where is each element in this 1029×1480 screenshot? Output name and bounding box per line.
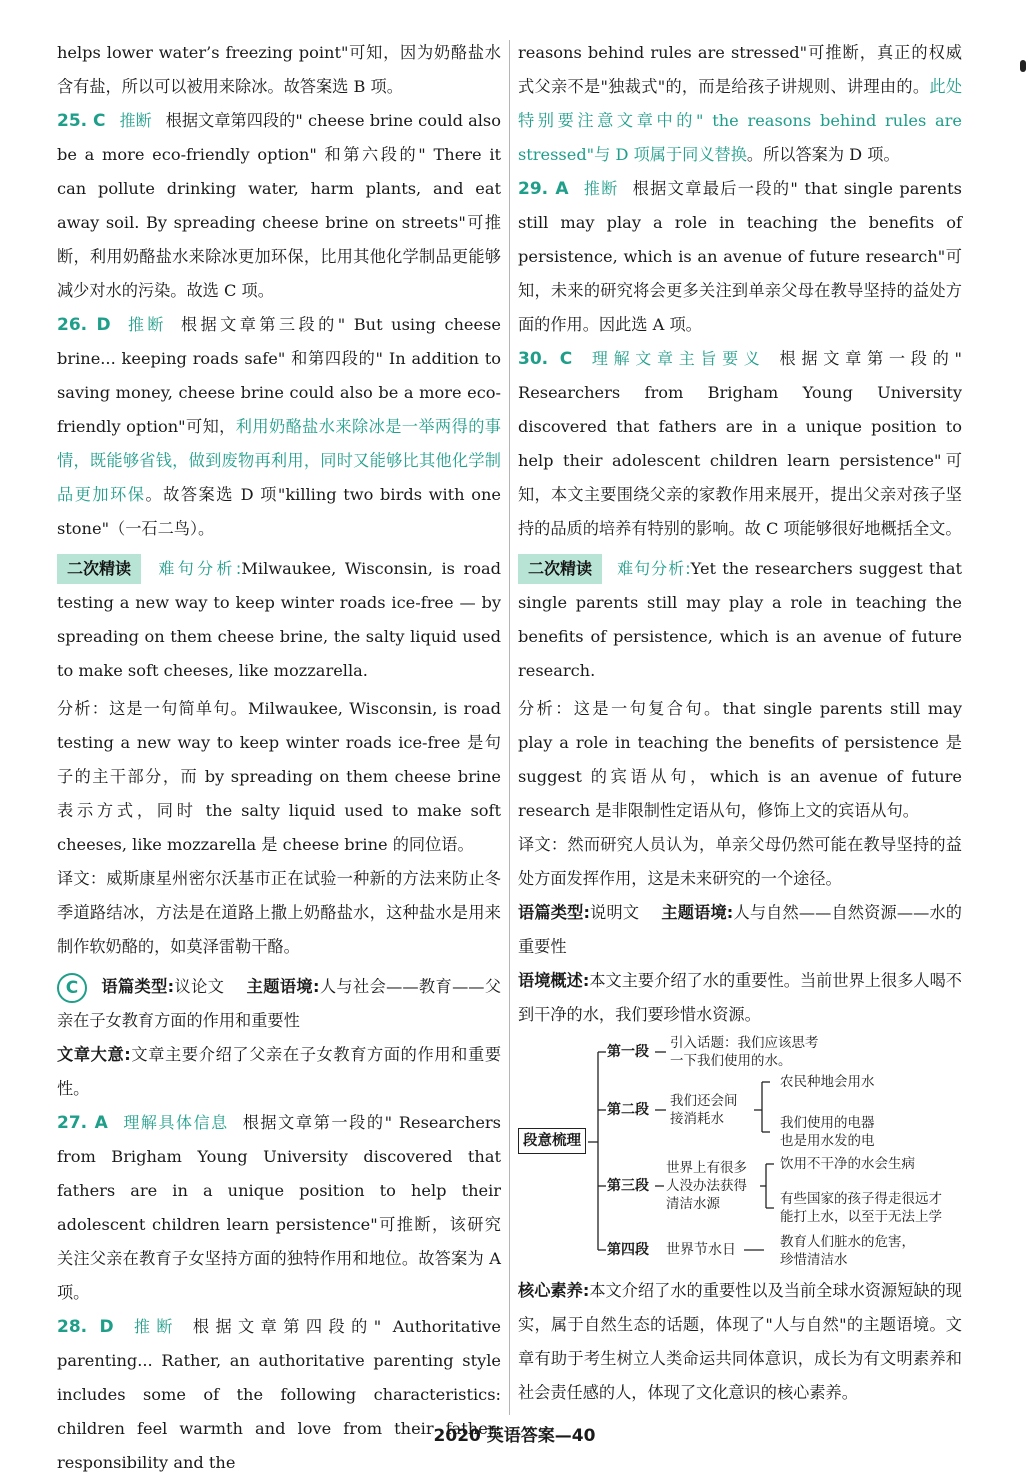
close-reading-section bbox=[57, 552, 501, 688]
question-number: 30. C bbox=[518, 349, 573, 369]
column-divider bbox=[509, 40, 510, 1415]
difficult-sentence: Milwaukee, Wisconsin, is road testing a new way to keep winter roads ice-free — by spreading on them cheese brine, the salty liquid used to make soft cheeses, like mozzarella. bbox=[57, 559, 501, 680]
question-tag: 推断 bbox=[119, 111, 152, 130]
tree-p3-desc-line3: 清洁水源 bbox=[666, 1196, 720, 1212]
tree-p2-leaf2-line2: 也是用水发的电 bbox=[780, 1133, 875, 1149]
answer-text: 根据文章第四段的" Authoritative parenting... Rather, an authoritative parenting style includes some of the following characteristics: children feel warmth and love from their father; responsibility and the bbox=[57, 1317, 501, 1472]
question-number: 25. C bbox=[57, 111, 106, 131]
tree-p3-leaf2-line2: 能打上水，以至于无法上学 bbox=[780, 1209, 942, 1225]
tree-p2-leaf1: 农民种地会用水 bbox=[780, 1074, 875, 1090]
answer-27 bbox=[57, 1106, 501, 1310]
passage-d-genre bbox=[518, 896, 962, 964]
sentence-translation: 译文：然而研究人员认为，单亲父母仍然可能在教导坚持的益处方面发挥作用，这是未来研究的一个途径。 bbox=[518, 835, 962, 888]
tree-p4-leaf-line2: 珍惜清洁水 bbox=[780, 1252, 848, 1268]
right-column bbox=[518, 36, 962, 1410]
tree-p2-desc-line2: 接消耗水 bbox=[670, 1111, 724, 1127]
page-edge-mark bbox=[1020, 60, 1026, 72]
question-tag: 理解文章主旨要义 bbox=[586, 349, 766, 368]
section-title: 难句分析: bbox=[155, 559, 242, 578]
tree-p3-leaf2-line1: 有些国家的孩子得走很远才 bbox=[780, 1191, 942, 1207]
highlight-text: 利用奶酪盐水来除冰是一举两得的事情，既能够省钱，做到废物再利用，同时又能够比其他化学制品更加环保 bbox=[57, 417, 501, 504]
sentence-analysis: 分析：这是一句简单句。Milwaukee, Wisconsin, is road testing a new way to keep winter roads ice-free 是句子的主干部分，而 by spreading on them cheese brine 表示方式，同时 the salty liquid used to make soft cheeses, like mozzarella 是 cheese brine 的同位语。 bbox=[57, 699, 501, 854]
question-number: 26. D bbox=[57, 315, 111, 335]
continued-paragraph bbox=[518, 36, 962, 172]
main-idea-text: 文章主要介绍了父亲在子女教育方面的作用和重要性。 bbox=[57, 1045, 502, 1098]
answer-25 bbox=[57, 104, 501, 308]
question-tag: 推断 bbox=[124, 315, 167, 334]
answer-30 bbox=[518, 342, 962, 546]
genre-label: 语篇类型: bbox=[518, 903, 590, 922]
sentence-analysis: 分析：这是一句复合句。that single parents still may play a role in teaching the benefits of persistence 是 suggest 的宾语从句，which is an avenue of future research 是非限制性定语从句，修饰上文的宾语从句。 bbox=[518, 699, 962, 820]
answer-28 bbox=[57, 1310, 501, 1480]
context-label: 语境概述: bbox=[518, 971, 590, 990]
core-text: 本文介绍了水的重要性以及当前全球水资源短缺的现实，属于自然生态的话题，体现了"人与自然"的主题语境。文章有助于考生树立人类命运共同体意识，成长为有文明素养和社会责任感的人，体现了文化意识的核心素养。 bbox=[518, 1281, 962, 1402]
question-tag: 推断 bbox=[127, 1317, 179, 1336]
passage-c-genre bbox=[57, 970, 501, 1038]
core-label: 核心素养: bbox=[518, 1281, 590, 1300]
tree-p4-desc: 世界节水日 bbox=[666, 1242, 736, 1258]
difficult-sentence: Yet the researchers suggest that single parents still may play a role in teaching the benefits of persistence, which is an avenue of future research. bbox=[518, 559, 962, 680]
section-badge: 二次精读 bbox=[57, 554, 141, 584]
main-idea-label: 文章大意: bbox=[57, 1045, 131, 1064]
theme-value: 人与自然——自然资源——水的重要性 bbox=[518, 903, 962, 956]
tree-p1-desc-line2: 一下我们使用的水。 bbox=[670, 1053, 792, 1069]
context-overview bbox=[518, 964, 962, 1032]
genre-value: 说明文 bbox=[589, 903, 640, 922]
answer-26 bbox=[57, 308, 501, 546]
question-tag: 推断 bbox=[582, 179, 619, 198]
paragraph-structure-diagram bbox=[518, 1032, 962, 1274]
question-number: 28. D bbox=[57, 1317, 114, 1337]
tree-root: 段意梳理 bbox=[518, 1128, 586, 1154]
tree-paragraph-3: 第三段 bbox=[607, 1178, 649, 1194]
tree-p3-leaf1: 饮用不干净的水会生病 bbox=[780, 1156, 915, 1172]
section-title: 难句分析: bbox=[616, 559, 691, 578]
tree-p4-leaf-line1: 教育人们脏水的危害， bbox=[780, 1234, 915, 1250]
answer-text-end: 。故答案选 D 项"killing two birds with one stone"（一石二鸟）。 bbox=[57, 485, 502, 538]
genre-label: 语篇类型: bbox=[101, 977, 175, 996]
answer-text: 根据文章第四段的" cheese brine could also be a more eco-friendly option" 和第六段的" There it can pollute drinking water, harm plants, and eat away soil. By spreading cheese brine on streets"可推断，利用奶酪盐水来除冰更加环保，比用其他化学制品更能够减少对水的污染。故选 C 项。 bbox=[57, 111, 501, 300]
question-number: 29. A bbox=[518, 179, 569, 199]
sentence-translation: 译文：威斯康星州密尔沃基市正在试验一种新的方法来防止冬季道路结冰，方法是在道路上撒上奶酪盐水，这种盐水是用来制作软奶酪的，如莫泽雷勒干酪。 bbox=[57, 869, 501, 956]
continued-text-end: 。所以答案为 D 项。 bbox=[746, 145, 900, 164]
answer-text: 根据文章第一段的" Researchers from Brigham Young University discovered that fathers are in a unique position to help their adolescent children learn persistence"可推断，该研究关注父亲在教育子女坚持方面的独特作用和地位。故答案为 A 项。 bbox=[57, 1113, 501, 1302]
close-reading-section bbox=[518, 552, 962, 688]
section-badge: 二次精读 bbox=[518, 554, 602, 584]
tree-p2-desc-line1: 我们还会间 bbox=[670, 1093, 738, 1109]
core-literacy bbox=[518, 1274, 962, 1410]
passage-c-icon: C bbox=[57, 973, 87, 1003]
theme-label: 主题语境: bbox=[246, 977, 320, 996]
tree-p2-leaf2-line1: 我们使用的电器 bbox=[780, 1115, 875, 1131]
question-tag: 理解具体信息 bbox=[121, 1113, 229, 1132]
context-text: 本文主要介绍了水的重要性。当前世界上很多人喝不到干净的水，我们要珍惜水资源。 bbox=[518, 971, 962, 1024]
question-number: 27. A bbox=[57, 1113, 108, 1133]
main-idea bbox=[57, 1038, 501, 1106]
answer-29 bbox=[518, 172, 962, 342]
tree-p3-desc-line1: 世界上有很多 bbox=[666, 1160, 747, 1176]
left-column bbox=[57, 36, 501, 1480]
tree-paragraph-4: 第四段 bbox=[607, 1242, 649, 1258]
intro-paragraph: helps lower water’s freezing point"可知，因为奶酪盐水含有盐，所以可以被用来除冰。故答案选 B 项。 bbox=[57, 43, 501, 96]
tree-paragraph-1: 第一段 bbox=[607, 1044, 649, 1060]
tree-paragraph-2: 第二段 bbox=[607, 1102, 649, 1118]
page-footer: 2020 英语答案—40 bbox=[433, 1426, 596, 1446]
theme-value: 人与社会——教育——父亲在子女教育方面的作用和重要性 bbox=[57, 977, 502, 1030]
answer-text: 根据文章第三段的" But using cheese brine... keeping roads safe" 和第四段的" In addition to saving money, cheese brine could also be a more eco-friendly option"可知， bbox=[57, 315, 501, 436]
tree-p3-desc-line2: 人没办法获得 bbox=[666, 1178, 747, 1194]
tree-p1-desc-line1: 引入话题：我们应该思考 bbox=[670, 1035, 819, 1051]
genre-value: 议论文 bbox=[174, 977, 225, 996]
theme-label: 主题语境: bbox=[661, 903, 734, 922]
answer-text: 根据文章最后一段的" that single parents still may play a role in teaching the benefits of persistence, which is an avenue of future research"可知，未来的研究将会更多关注到单亲父母在教导坚持的益处方面的作用。因此选 A 项。 bbox=[518, 179, 962, 334]
continued-text: reasons behind rules are stressed"可推断，真正的权威式父亲不是"独裁式"的，而是给孩子讲规则、讲理由的。 bbox=[518, 43, 962, 96]
highlight-text: 此处特别要注意文章中的" the reasons behind rules are stressed"与 D 项属于同义替换 bbox=[518, 77, 963, 164]
answer-text: 根据文章第一段的" Researchers from Brigham Young University discovered that fathers are in a unique position to help their adolescent children learn persistence"可知，本文主要围绕父亲的家教作用来展开，提出父亲对孩子坚持的品质的培养有特别的影响。故 C 项能够很好地概括全文。 bbox=[518, 349, 962, 538]
